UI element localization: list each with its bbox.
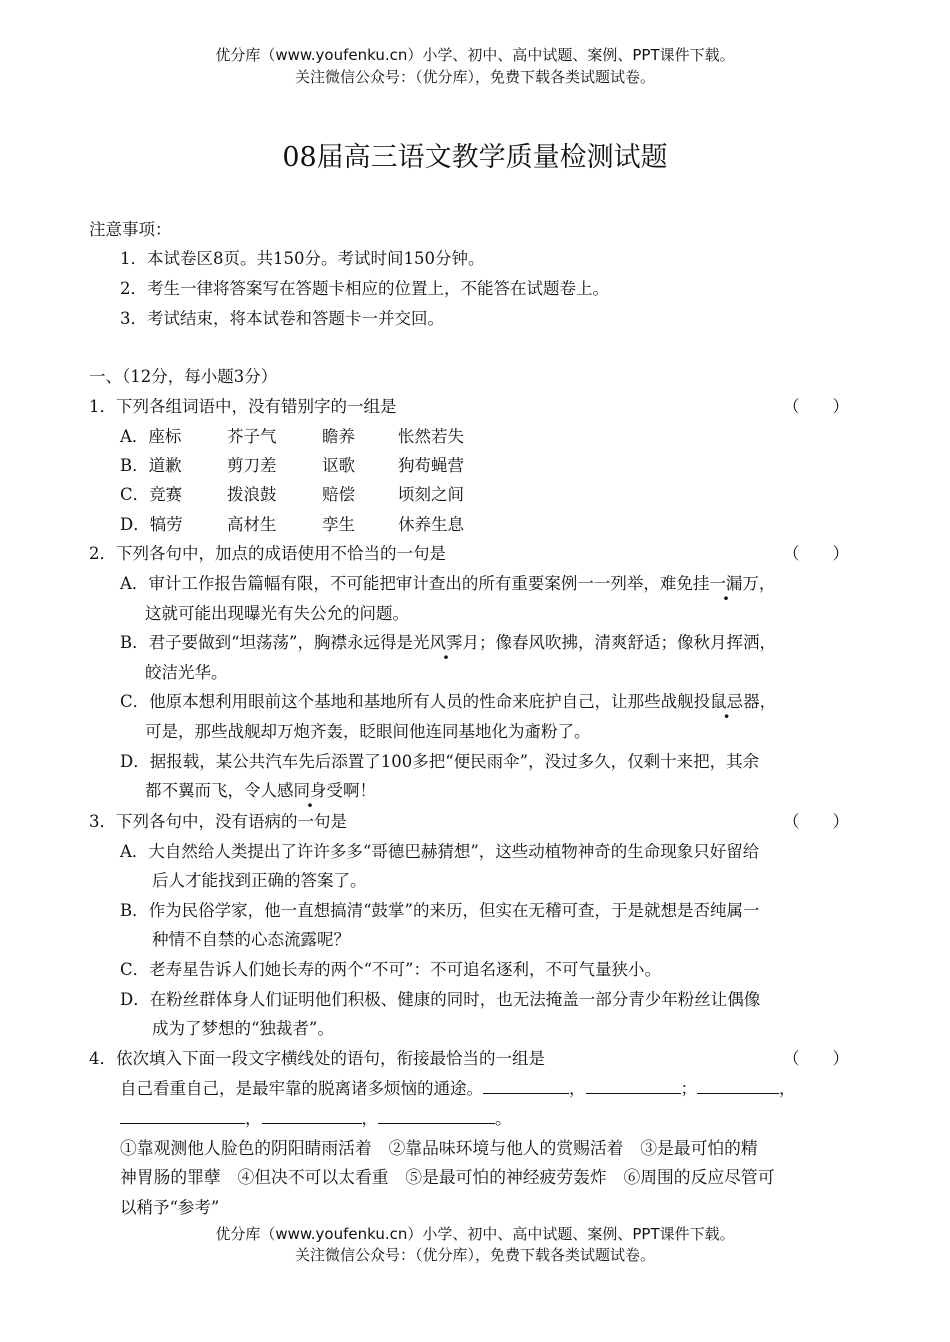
q4-sep-2: ； bbox=[680, 1079, 697, 1098]
q1-c-word-1: C．竞赛 bbox=[120, 485, 183, 504]
q1-a-word-4: 怅然若失 bbox=[398, 427, 464, 446]
q1-c-word-4: 顷刻之间 bbox=[398, 485, 464, 504]
q4-sep-end: 。 bbox=[495, 1109, 512, 1128]
q4-passage-line-1 bbox=[120, 1075, 796, 1099]
q4-blank-3 bbox=[697, 1077, 779, 1094]
q4-sep-1: ， bbox=[569, 1079, 586, 1098]
q3-option-d-line-1: D．在粉丝群体身人们证明他们积极、健康的同时，也无法掩盖一部分青少年粉丝让偶像 bbox=[120, 990, 761, 1009]
header-line-1: 优分库（www.youfenku.cn）小学、初中、高中试题、案例、PPT课件下载。 bbox=[215, 46, 735, 64]
q4-blank-4 bbox=[120, 1107, 245, 1124]
q1-c-word-2: 拨浪鼓 bbox=[227, 485, 277, 504]
q1-b-word-1: B．道歉 bbox=[120, 456, 182, 475]
q3-answer-bracket: （ ） bbox=[783, 812, 849, 831]
q3-option-a-line-1: A．大自然给人类提出了许许多多“哥德巴赫猜想”，这些动植物神奇的生命现象只好留给 bbox=[120, 842, 760, 861]
q2-b-text-after: ；像春风吹拂，清爽舒适；像秋月挥洒， bbox=[479, 633, 776, 652]
q3-option-c: C．老寿星告诉人们她长寿的两个“不可”：不可追名逐利，不可气量狭小。 bbox=[120, 960, 661, 979]
q1-d-word-1: D．犒劳 bbox=[120, 515, 183, 534]
q2-b-text: B．君子要做到“坦荡荡”，胸襟永远得是 bbox=[120, 633, 413, 652]
q1-a-word-3: 瞻养 bbox=[322, 427, 355, 446]
footer-line-1: 优分库（www.youfenku.cn）小学、初中、高中试题、案例、PPT课件下载。 bbox=[215, 1225, 735, 1243]
section-heading: 一、（12分，每小题3分） bbox=[89, 367, 278, 386]
q4-options-line-3: 以稍予“参考” bbox=[120, 1198, 220, 1217]
q4-blank-2 bbox=[586, 1077, 681, 1094]
q1-d-word-2: 高材生 bbox=[227, 515, 277, 534]
q4-sep-3: ， bbox=[779, 1079, 796, 1098]
q1-a-word-2: 芥子气 bbox=[227, 427, 277, 446]
q2-option-a-line-2: 这就可能出现曝光有失公允的问题。 bbox=[145, 604, 409, 623]
q2-a-text: A．审计工作报告篇幅有限，不可能把审计查出的所有重要案例一一列举，难免 bbox=[120, 574, 693, 593]
q4-passage-text: 自己看重自己，是最牢靠的脱离诸多烦恼的通途。 bbox=[120, 1079, 483, 1098]
q4-blank-6 bbox=[378, 1107, 495, 1124]
q2-option-b-line-2: 皎洁光华。 bbox=[145, 663, 228, 682]
q2-d-text-after: 啊！ bbox=[343, 781, 376, 800]
q3-option-a-line-2: 后人才能找到正确的答案了。 bbox=[152, 871, 367, 890]
notice-heading: 注意事项： bbox=[89, 220, 172, 239]
q1-b-word-2: 剪刀差 bbox=[227, 456, 277, 475]
notice-item-1: 1．本试卷区8页。共150分。考试时间150分钟。 bbox=[120, 249, 485, 268]
q4-passage-line-2 bbox=[120, 1105, 512, 1129]
q3-option-b-line-1: B．作为民俗学家，他一直想搞清“鼓掌”的来历，但实在无稽可查，于是就想是否纯属一 bbox=[120, 901, 760, 920]
q2-c-dotted-idiom: 投鼠忌器 bbox=[693, 692, 760, 711]
q2-stem: 2．下列各句中，加点的成语使用不恰当的一句是 bbox=[89, 544, 446, 563]
q1-option-a bbox=[120, 423, 464, 447]
header-line-2: 关注微信公众号：（优分库），免费下载各类试题试卷。 bbox=[294, 68, 655, 86]
q2-d-text: 都不翼而飞，令人 bbox=[145, 781, 277, 800]
q2-option-a-line-1 bbox=[120, 570, 775, 594]
q1-b-word-4: 狗苟蝇营 bbox=[398, 456, 464, 475]
q1-d-word-3: 孪生 bbox=[322, 515, 355, 534]
q4-sep-5: ， bbox=[361, 1109, 378, 1128]
q1-option-d bbox=[120, 511, 464, 535]
q1-option-b bbox=[120, 452, 464, 476]
q1-b-word-3: 讴歌 bbox=[322, 456, 355, 475]
q1-c-word-3: 赔偿 bbox=[322, 485, 355, 504]
q4-blank-1 bbox=[483, 1077, 569, 1094]
q4-answer-bracket: （ ） bbox=[783, 1049, 849, 1068]
q2-b-dotted-idiom: 光风霁月 bbox=[413, 633, 479, 652]
q2-option-d-line-1: D．据报载，某公共汽车先后添置了100多把“便民雨伞”，没过多久，仅剩十来把，其余 bbox=[120, 752, 760, 771]
q4-options-line-1: ①靠观测他人脸色的阴阳睛雨活着 ②靠品味环境与他人的赏赐活着 ③是最可怕的精 bbox=[120, 1138, 758, 1158]
q2-option-c-line-1 bbox=[120, 688, 776, 712]
q1-a-word-1: A．座标 bbox=[120, 427, 182, 446]
q4-stem: 4．依次填入下面一段文字横线处的语句，衔接最恰当的一组是 bbox=[89, 1049, 545, 1068]
q4-sep-4: ， bbox=[245, 1109, 262, 1128]
q1-answer-bracket: （ ） bbox=[783, 397, 849, 416]
q2-a-dotted-idiom: 挂一漏万 bbox=[692, 574, 759, 593]
q2-d-dotted-idiom: 感同身受 bbox=[277, 781, 343, 800]
footer-line-2: 关注微信公众号：（优分库），免费下载各类试题试卷。 bbox=[294, 1246, 655, 1264]
q2-c-punct: ， bbox=[759, 692, 777, 711]
notice-item-3: 3．考试结束，将本试卷和答题卡一并交回。 bbox=[120, 309, 444, 328]
q1-stem: 1．下列各组词语中，没有错别字的一组是 bbox=[89, 397, 397, 416]
q1-option-c bbox=[120, 481, 464, 505]
q2-a-punct: ， bbox=[758, 574, 776, 593]
q3-option-b-line-2: 种情不自禁的心态流露呢？ bbox=[152, 930, 350, 949]
q2-answer-bracket: （ ） bbox=[783, 544, 849, 563]
q4-blank-5 bbox=[262, 1107, 362, 1124]
q4-options-line-2: 神胃肠的罪孽 ④但决不可以太看重 ⑤是最可怕的神经疲劳轰炸 ⑥周围的反应尽管可 bbox=[120, 1167, 775, 1187]
notice-item-2: 2．考生一律将答案写在答题卡相应的位置上，不能答在试题卷上。 bbox=[120, 279, 609, 298]
q1-d-word-4: 休养生息 bbox=[398, 515, 464, 534]
q3-stem: 3．下列各句中，没有语病的一句是 bbox=[89, 812, 347, 831]
q2-c-text: C．他原本想利用眼前这个基地和基地所有人员的性命来庇护自己，让那些战舰 bbox=[120, 692, 694, 711]
q2-option-c-line-2: 可是，那些战舰却万炮齐轰，眨眼间他连同基地化为齑粉了。 bbox=[145, 722, 591, 741]
q3-option-d-line-2: 成为了梦想的“独裁者”。 bbox=[152, 1019, 334, 1038]
q2-option-d-line-2 bbox=[145, 777, 376, 801]
q2-option-b-line-1 bbox=[120, 629, 776, 653]
page-title: 08届高三语文教学质量检测试题 bbox=[282, 142, 668, 173]
